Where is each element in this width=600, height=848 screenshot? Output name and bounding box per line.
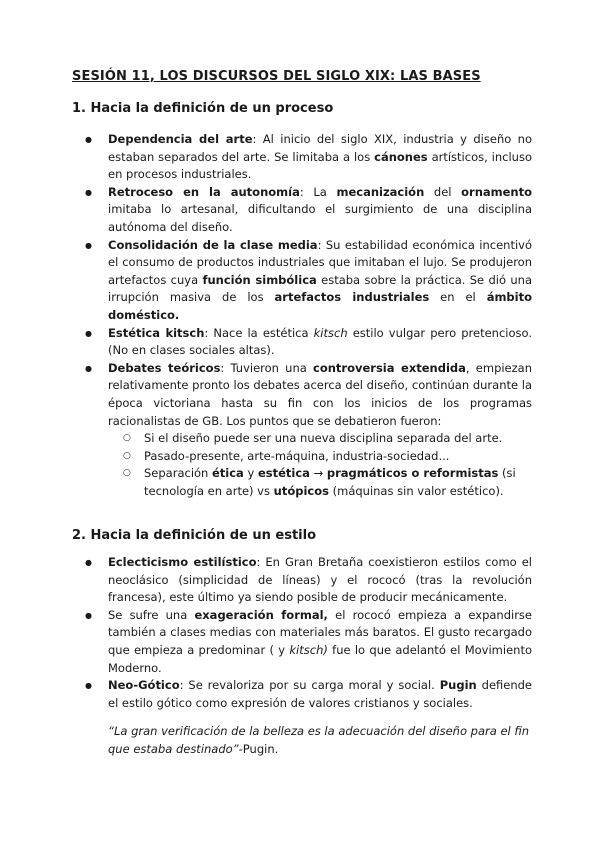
item-bold: mecanización — [336, 184, 425, 199]
item-text: el rococó empieza a expandirse también a clases medias con materiales más baratos. El gusto recargado que empieza a predominar ( y — [108, 607, 532, 657]
section-1-list — [72, 131, 532, 500]
sub-list-item — [108, 465, 532, 500]
list-item — [72, 325, 532, 360]
item-bold: controversia extendida — [313, 360, 466, 375]
item-text: (máquinas sin valor estético). — [328, 483, 504, 498]
item-text: y — [243, 466, 258, 481]
item-text: : Al inicio del siglo XIX, industria y diseño no estaban separados del arte. Se limitaba a los — [108, 132, 532, 164]
item-italic: kitsch — [313, 325, 348, 340]
item-text: Se sufre una — [108, 607, 195, 622]
item-bold: utópicos — [273, 483, 329, 498]
sub-list-item: ○ Si el diseño puede ser una nueva disciplina separada del arte. — [108, 430, 532, 448]
item-text: : Nace la estética — [204, 325, 314, 340]
item-text: estaba sobre la práctica. Se dió una irrupción masiva de los — [108, 272, 532, 305]
item-text: Separación — [144, 466, 212, 481]
list-item — [72, 237, 532, 325]
section-1-heading: 1. Hacia la definición de un proceso — [72, 101, 334, 116]
item-text: defiende el estilo gótico como expresión de valores cristianos y sociales. — [108, 678, 533, 710]
sub-list-item: ○ Pasado-presente, arte-máquina, industria-sociedad... — [108, 448, 532, 466]
item-term: Dependencia del arte — [108, 132, 253, 146]
item-term: Neo-Gótico — [108, 678, 180, 693]
list-item — [72, 131, 532, 184]
list-item — [72, 607, 532, 677]
item-text: artísticos, incluso en procesos industriales. — [108, 149, 532, 182]
item-text: , empiezan relativamente pronto los debates acerca del diseño, continúan durante la época victoriana hasta su fin con los inicios de los programas racionalistas de GB. Los puntos que se debatieron fueron: — [108, 360, 533, 428]
list-item — [72, 677, 532, 712]
item-text: del — [424, 184, 462, 199]
page-title: SESIÓN 11, LOS DISCURSOS DEL SIGLO XIX: LAS BASES — [72, 69, 481, 84]
item-italic: kitsch) — [289, 642, 328, 657]
item-text: : En Gran Bretaña coexistieron estilos como el neoclásico (simplicidad de líneas) y el rococó (tras la revolución francesa), este último ya siendo posible de producir mecánicamente. — [108, 555, 532, 605]
quote-author: -Pugin. — [238, 741, 279, 756]
list-item — [72, 360, 532, 501]
item-bold: función simbólica — [202, 272, 317, 287]
pugin-quote — [108, 723, 532, 758]
item-bold: pragmáticos o reformistas — [326, 466, 499, 481]
item-term: Eclecticismo estilístico — [108, 555, 257, 569]
item-bold: ornamento — [461, 184, 533, 199]
sub-list — [108, 430, 532, 500]
item-bold: estética — [257, 466, 310, 481]
quote-text: “La gran verificación de la belleza es la adecuación del diseño para el fin que estaba destinado” — [108, 724, 530, 756]
item-text: imitaba lo artesanal, dificultando el surgimiento de una disciplina autónoma del diseño. — [108, 202, 532, 234]
item-text: en el — [429, 290, 487, 305]
item-bold: Pugin — [439, 678, 477, 693]
item-text: : Tuvieron una — [220, 360, 313, 375]
item-text: : La — [299, 184, 337, 199]
list-item — [72, 184, 532, 237]
item-text: (si tecnología en arte) vs — [144, 466, 516, 498]
item-text: fue lo que adelantó el Movimiento Moderno. — [108, 642, 532, 675]
item-bold: cánones — [374, 149, 428, 164]
item-text: : Se revaloriza por su carga moral y social. — [179, 678, 440, 693]
section-2-list — [72, 554, 532, 712]
section-2-heading: 2. Hacia la definición de un estilo — [72, 528, 317, 543]
item-text: estilo vulgar pero pretencioso. (No en clases sociales altas). — [108, 325, 532, 358]
item-term: Consolidación de la clase media — [108, 237, 318, 252]
item-bold: artefactos industriales — [274, 290, 430, 305]
item-term: Retroceso en la autonomía — [108, 184, 300, 199]
arrow-icon: → — [309, 466, 327, 481]
list-item — [72, 554, 532, 607]
item-term: Estética kitsch — [108, 325, 205, 340]
item-text: : Su estabilidad económica incentivó el consumo de productos industriales que imitaban el lujo. Se produjeron artefactos cuya — [108, 237, 533, 287]
item-bold: ámbito doméstico. — [108, 290, 533, 322]
item-bold: ética — [212, 466, 244, 481]
item-term: Debates teóricos — [108, 360, 221, 375]
item-bold: exageración formal, — [194, 607, 328, 622]
